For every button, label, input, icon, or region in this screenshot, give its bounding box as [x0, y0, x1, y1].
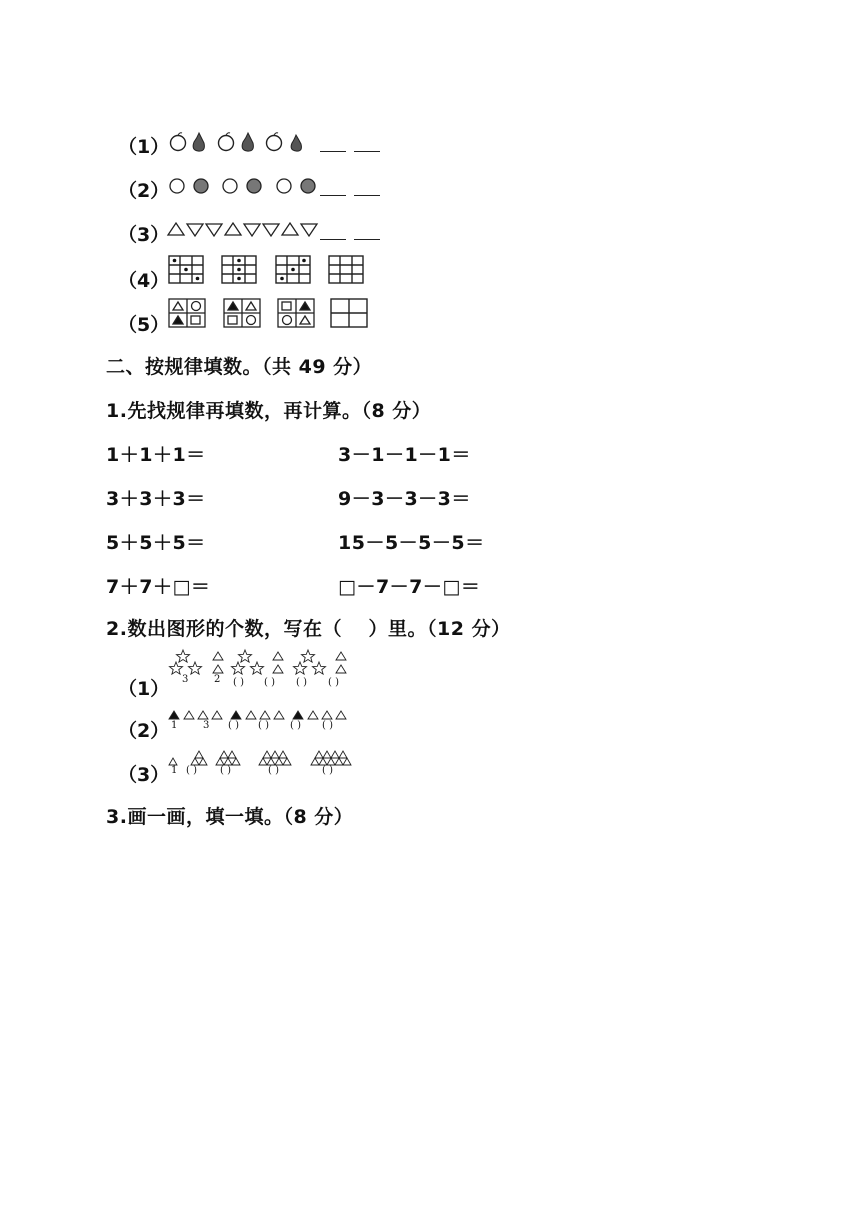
triangle-up-icon [231, 711, 241, 719]
row-4-label: （4） [118, 270, 170, 292]
triangle-up-icon [263, 751, 271, 758]
star-icon [239, 650, 252, 662]
triangle-up-icon [319, 758, 327, 765]
triangle-up-icon [225, 223, 241, 235]
triangle-up-icon [212, 711, 222, 719]
answer-paren[interactable]: ( ) [264, 677, 275, 688]
triangle-up-icon [343, 758, 351, 765]
triangle-up-icon [279, 751, 287, 758]
given-count: 3 [203, 720, 210, 731]
triangle-up-icon [246, 711, 256, 719]
triangle-up-icon [199, 758, 207, 765]
given-count: 3 [182, 674, 189, 685]
dot-grid-sequence [168, 255, 368, 285]
triangle-up-icon [339, 751, 347, 758]
triangle-up-icon [336, 711, 346, 719]
triangle-up-icon [260, 711, 270, 719]
triangle-up-icon [198, 711, 208, 719]
answer-paren[interactable]: ( ) [228, 720, 239, 731]
equation-left-3: 5＋5＋5＝ [106, 532, 206, 554]
triangle-down-icon [187, 224, 203, 236]
question-2-title: 2.数出图形的个数，写在（ ）里。（12 分） [106, 618, 511, 640]
triangle-up-icon [311, 758, 319, 765]
triangle-up-icon [191, 758, 199, 765]
triangle-up-icon [213, 652, 223, 660]
grid-icon [329, 256, 363, 283]
star-icon [251, 662, 264, 674]
fruit-sequence [168, 131, 318, 153]
apple-icon [171, 133, 186, 151]
white-circle-icon [223, 179, 237, 193]
triangle-up-icon [275, 758, 283, 765]
question-3-title: 3.画一画，填一填。（8 分） [106, 806, 354, 828]
triangle-up-icon [184, 711, 194, 719]
triangle-up-icon [308, 711, 318, 719]
star-icon [177, 650, 190, 662]
triangle-up-icon [169, 711, 179, 719]
equation-left-4: 7＋7＋□＝ [106, 576, 211, 598]
question-1-title: 1.先找规律再填数，再计算。（8 分） [106, 400, 432, 422]
grey-circle-icon [247, 179, 261, 193]
row-1-label: （1） [118, 136, 170, 158]
star-icon [302, 650, 315, 662]
triangle-up-icon [335, 758, 343, 765]
answer-paren[interactable]: ( ) [296, 677, 307, 688]
triangle-up-icon [213, 665, 223, 673]
shape-grid-sequence [168, 298, 373, 330]
triangle-down-icon [263, 224, 279, 236]
triangle-up-icon [327, 758, 335, 765]
answer-paren[interactable]: ( ) [328, 677, 339, 688]
answer-blanks[interactable] [312, 184, 380, 203]
triangle-down-icon [206, 224, 222, 236]
triangle-up-icon [232, 758, 240, 765]
row-2-label: （2） [118, 180, 170, 202]
equation-left-1: 1＋1＋1＝ [106, 444, 206, 466]
triangle-up-icon [336, 652, 346, 660]
apple-icon [267, 133, 282, 151]
star-icon [189, 662, 202, 674]
apple-icon [219, 133, 234, 151]
equation-right-2: 9－3－3－3＝ [338, 488, 471, 510]
answer-paren[interactable]: ( ) [186, 765, 197, 776]
triangle-up-icon [331, 751, 339, 758]
circle-sequence [168, 177, 328, 197]
white-circle-icon [277, 179, 291, 193]
q2-row-3-label: （3） [118, 764, 170, 786]
given-count: 1 [171, 765, 178, 776]
triangle-up-icon [315, 751, 323, 758]
q2-row-2-label: （2） [118, 720, 170, 742]
equation-right-1: 3－1－1－1＝ [338, 444, 471, 466]
star-icon [170, 662, 183, 674]
given-count: 2 [214, 674, 221, 685]
row-5-label: （5） [118, 314, 170, 336]
pear-icon [291, 135, 301, 151]
section-2-title: 二、按规律填数。（共 49 分） [106, 356, 373, 378]
triangle-up-icon [271, 751, 279, 758]
triangle-up-icon [273, 652, 283, 660]
triangle-up-icon [323, 751, 331, 758]
triangle-up-icon [336, 665, 346, 673]
triangle-down-icon [244, 224, 260, 236]
pear-icon [242, 133, 253, 151]
triangle-up-icon [195, 751, 203, 758]
grey-circle-icon [194, 179, 208, 193]
triangle-up-icon [293, 711, 303, 719]
pear-icon [193, 133, 204, 151]
equation-right-3: 15－5－5－5＝ [338, 532, 485, 554]
star-icon [294, 662, 307, 674]
triangle-up-icon [282, 223, 298, 235]
white-circle-icon [170, 179, 184, 193]
answer-blanks[interactable] [312, 228, 380, 247]
row-3-label: （3） [118, 224, 170, 246]
triangle-up-icon [224, 758, 232, 765]
triangle-up-icon [169, 758, 177, 765]
answer-paren[interactable]: ( ) [220, 765, 231, 776]
answer-paren[interactable]: ( ) [322, 720, 333, 731]
triangle-up-icon [259, 758, 267, 765]
triangle-up-icon [273, 665, 283, 673]
star-icon [232, 662, 245, 674]
answer-paren[interactable]: ( ) [290, 720, 301, 731]
answer-paren[interactable]: ( ) [322, 765, 333, 776]
answer-paren[interactable]: ( ) [233, 677, 244, 688]
given-count: 1 [171, 720, 178, 731]
equation-right-4: □－7－7－□＝ [338, 576, 481, 598]
answer-paren[interactable]: ( ) [258, 720, 269, 731]
answer-blanks[interactable] [312, 140, 380, 159]
equation-left-2: 3＋3＋3＝ [106, 488, 206, 510]
triangle-up-icon [322, 711, 332, 719]
triangle-up-icon [168, 223, 184, 235]
triangle-up-icon [220, 751, 228, 758]
star-icon [313, 662, 326, 674]
triangle-up-icon [283, 758, 291, 765]
answer-paren[interactable]: ( ) [268, 765, 279, 776]
triangle-up-icon [267, 758, 275, 765]
triangle-up-icon [216, 758, 224, 765]
triangle-up-icon [274, 711, 284, 719]
triangle-up-icon [228, 751, 236, 758]
triangle-sequence [167, 222, 327, 238]
q2-row-1-label: （1） [118, 678, 170, 700]
